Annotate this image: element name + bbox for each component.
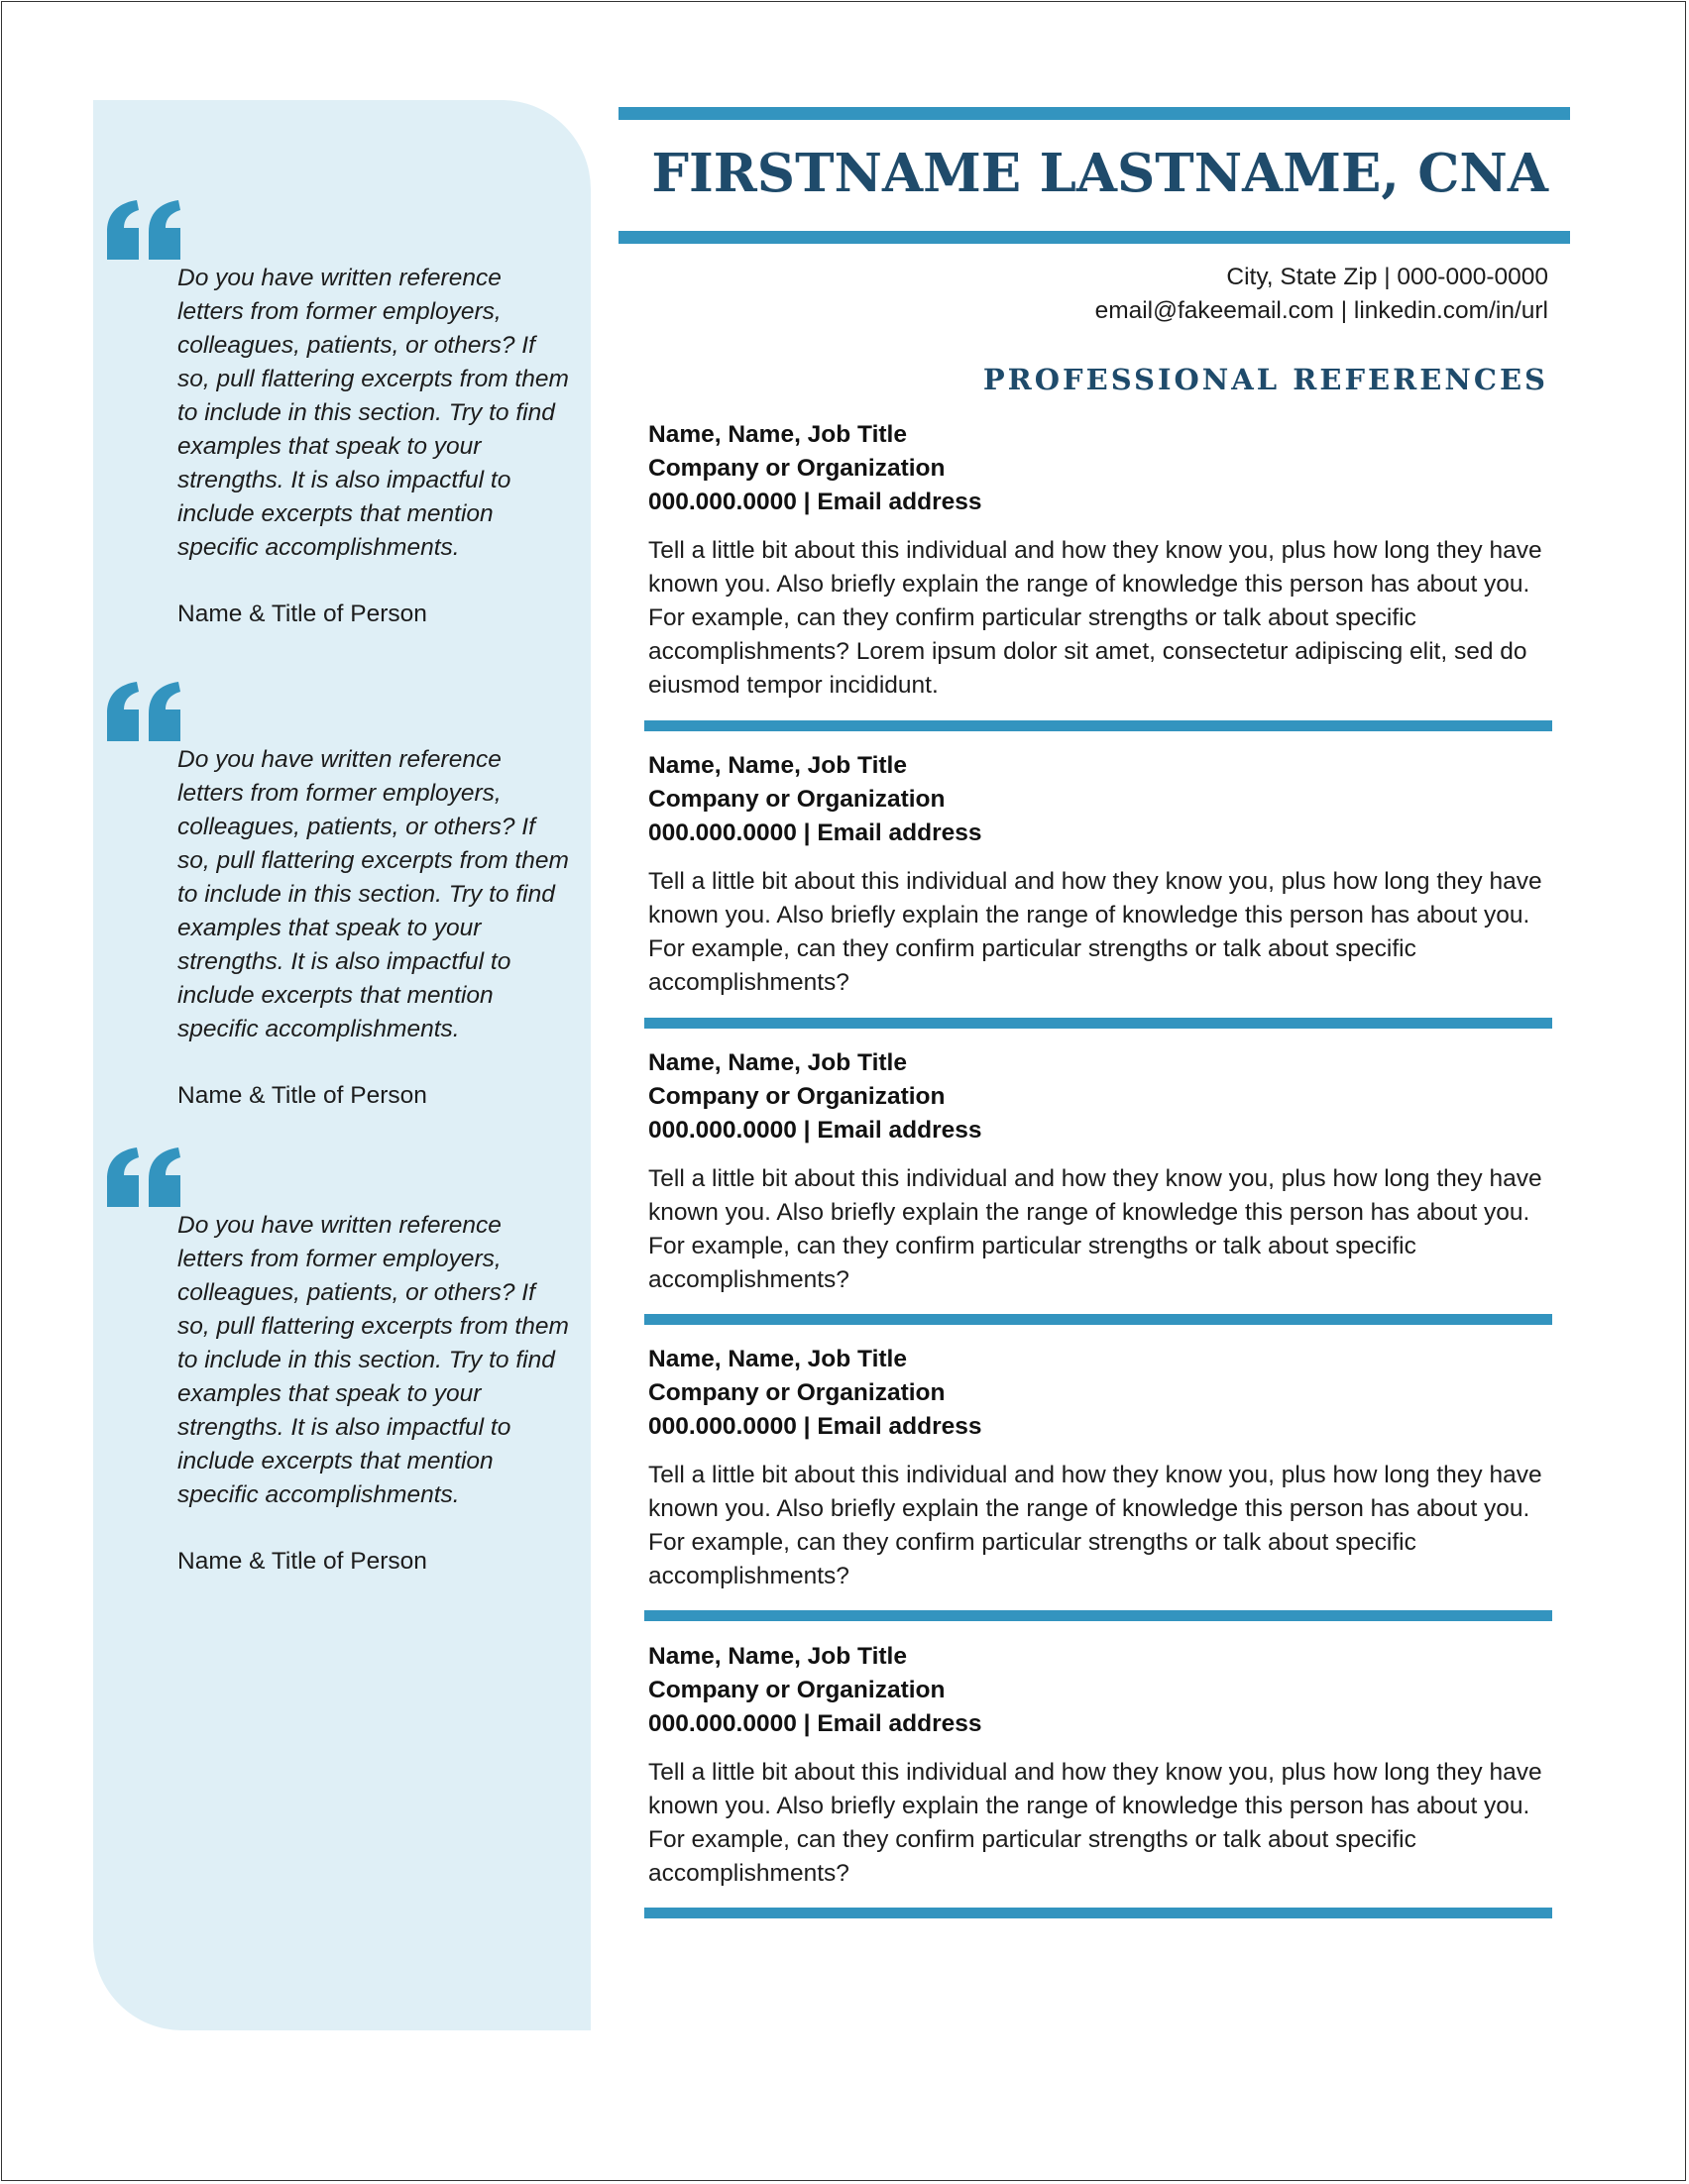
contact-info [615,261,1548,328]
page-title: FIRSTNAME LASTNAME, CNA [651,143,1548,204]
reference-contact: 000.000.0000 | Email address [648,1413,982,1440]
reference-description: Tell a little bit about this individual and how they know you, plus how long they have known you. Also briefly explain the range of knowledge this person has about you. For example, can they confirm particular strengths or talk about specific accomplishments? [648,1759,1542,1887]
quote-author: Name & Title of Person [177,1082,427,1109]
reference-description: Tell a little bit about this individual and how they know you, plus how long they have known you. Also briefly explain the range of knowledge this person has about you. For example, can they confirm particular strengths or talk about specific accomplishments? [648,1462,1542,1589]
quote-text: Do you have written reference letters from former employers, colleagues, patients, or others? If so, pull flattering excerpts from them to include in this section. Try to find examples that speak to your strengths. It is also impactful to include excerpts that mention specific accomplishments. [177,746,569,1042]
reference-name: Name, Name, Job Title [648,1049,907,1076]
reference-divider [644,1018,1552,1029]
reference-description: Tell a little bit about this individual and how they know you, plus how long they have known you. Also briefly explain the range of knowledge this person has about you. For example, can they confirm particular strengths or talk about specific accomplishments? Lorem ipsum dolor sit amet, consectetur adipiscing elit, sed do eiusmod tempor incididunt. [648,537,1542,699]
reference-name: Name, Name, Job Title [648,421,907,448]
reference-description: Tell a little bit about this individual and how they know you, plus how long they have known you. Also briefly explain the range of knowledge this person has about you. For example, can they confirm particular strengths or talk about specific accomplishments? [648,868,1542,996]
reference-contact: 000.000.0000 | Email address [648,1710,982,1737]
header-bottom-rule [619,231,1570,244]
reference-company: Company or Organization [648,455,946,482]
reference-divider [644,720,1552,731]
reference-entry [648,1343,1550,1593]
quote-icon [105,1146,184,1209]
quote-icon [105,680,184,743]
reference-divider [644,1908,1552,1918]
reference-description: Tell a little bit about this individual and how they know you, plus how long they have known you. Also briefly explain the range of knowledge this person has about you. For example, can they confirm particular strengths or talk about specific accomplishments? [648,1165,1542,1293]
reference-entry [648,749,1550,1000]
header-top-rule [619,107,1570,120]
sidebar-quote [105,198,571,631]
reference-name: Name, Name, Job Title [648,1346,907,1372]
section-title: PROFESSIONAL REFERENCES [982,363,1548,396]
reference-contact: 000.000.0000 | Email address [648,489,982,515]
reference-contact: 000.000.0000 | Email address [648,1117,982,1144]
quote-icon [105,198,184,262]
reference-divider [644,1314,1552,1325]
reference-company: Company or Organization [648,786,946,813]
reference-name: Name, Name, Job Title [648,1643,907,1670]
quote-text: Do you have written reference letters from former employers, colleagues, patients, or others? If so, pull flattering excerpts from them to include in this section. Try to find examples that speak to your strengths. It is also impactful to include excerpts that mention specific accomplishments. [177,1212,569,1508]
reference-name: Name, Name, Job Title [648,752,907,779]
quote-text: Do you have written reference letters from former employers, colleagues, patients, or others? If so, pull flattering excerpts from them to include in this section. Try to find examples that speak to your strengths. It is also impactful to include excerpts that mention specific accomplishments. [177,265,569,561]
quote-author: Name & Title of Person [177,1548,427,1575]
quote-author: Name & Title of Person [177,601,427,627]
reference-company: Company or Organization [648,1083,946,1110]
reference-divider [644,1610,1552,1621]
reference-company: Company or Organization [648,1677,946,1703]
reference-entry [648,1640,1550,1891]
sidebar-quote [105,680,571,1113]
sidebar-quote [105,1146,571,1579]
reference-contact: 000.000.0000 | Email address [648,819,982,846]
reference-entry [648,418,1550,703]
contact-line-address-phone: City, State Zip | 000-000-0000 [1226,264,1548,290]
contact-line-email-linkedin: email@fakeemail.com | linkedin.com/in/url [1094,297,1548,324]
reference-company: Company or Organization [648,1379,946,1406]
reference-entry [648,1046,1550,1297]
